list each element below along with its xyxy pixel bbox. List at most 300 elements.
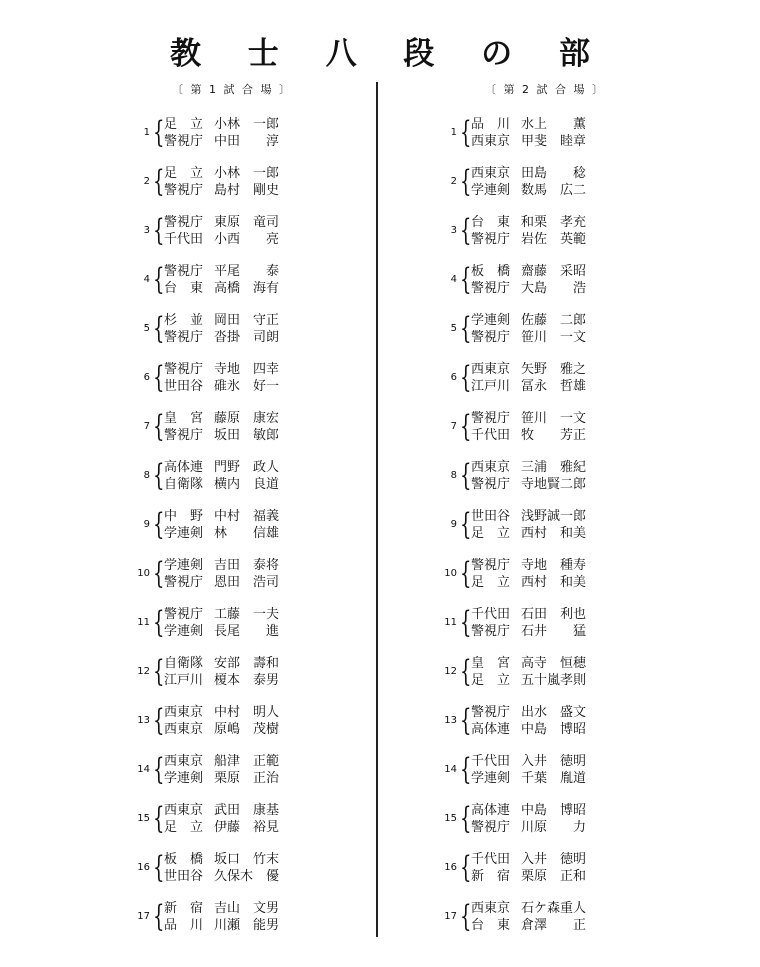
team-name: 警視庁 xyxy=(471,477,511,492)
player-name: 矢野 雅之 xyxy=(521,362,587,377)
match-entry xyxy=(136,851,436,900)
team-name: 新 宿 xyxy=(164,901,204,916)
player-name: 中島 博昭 xyxy=(521,722,587,737)
pairing-brace: { xyxy=(460,850,472,885)
team-name: 高体連 xyxy=(471,722,511,737)
pairing-brace: { xyxy=(460,115,472,150)
team-name: 千代田 xyxy=(471,754,511,769)
team-name: 警視庁 xyxy=(164,330,204,345)
competitor-a xyxy=(471,753,597,770)
match-number: 8 xyxy=(450,470,457,481)
match-entry xyxy=(443,802,743,851)
match-number: 3 xyxy=(143,225,150,236)
player-name: 恩田 浩司 xyxy=(214,575,280,590)
match-number: 6 xyxy=(450,372,457,383)
team-name: 板 橋 xyxy=(471,264,511,279)
match-number: 2 xyxy=(450,176,457,187)
player-name: 門野 政人 xyxy=(214,460,280,475)
match-entry xyxy=(443,557,743,606)
player-name: 沓掛 司朗 xyxy=(214,330,280,345)
team-name: 学連剣 xyxy=(164,526,204,541)
match-entry xyxy=(136,753,436,802)
match-number: 15 xyxy=(444,813,457,824)
competitor-b xyxy=(471,525,597,542)
player-name: 入井 徳明 xyxy=(521,754,587,769)
competitor-a xyxy=(164,165,290,182)
player-name: 坂田 敏郎 xyxy=(214,428,280,443)
competitor-b xyxy=(471,427,597,444)
player-name: 冨永 哲雄 xyxy=(521,379,587,394)
pairing-brace: { xyxy=(460,164,472,199)
match-entry xyxy=(443,508,743,557)
team-name: 警視庁 xyxy=(164,264,204,279)
pairing-brace: { xyxy=(460,507,472,542)
match-entry xyxy=(136,508,436,557)
player-name: 久保木 優 xyxy=(214,869,280,884)
player-name: 平尾 泰 xyxy=(214,264,280,279)
team-name: 自衛隊 xyxy=(164,477,204,492)
competitor-a xyxy=(471,655,597,672)
player-name: 数馬 広二 xyxy=(521,183,587,198)
competitor-a xyxy=(471,214,597,231)
match-entry xyxy=(443,851,743,900)
competitor-b xyxy=(471,672,597,689)
team-name: 警視庁 xyxy=(471,705,511,720)
team-name: 西東京 xyxy=(164,705,204,720)
player-name: 藤原 康宏 xyxy=(214,411,280,426)
pairing-brace: { xyxy=(153,213,165,248)
match-number: 4 xyxy=(450,274,457,285)
competitor-a xyxy=(471,851,597,868)
team-name: 警視庁 xyxy=(164,215,204,230)
pairing-brace: { xyxy=(460,801,472,836)
pairing-brace: { xyxy=(153,360,165,395)
match-entry xyxy=(136,655,436,704)
player-name: 笹川 一文 xyxy=(521,330,587,345)
match-number: 12 xyxy=(137,666,150,677)
match-number: 2 xyxy=(143,176,150,187)
team-name: 学連剣 xyxy=(471,183,511,198)
pairing-brace: { xyxy=(153,458,165,493)
player-name: 齋藤 采昭 xyxy=(521,264,587,279)
competitor-a xyxy=(164,214,290,231)
team-name: 警視庁 xyxy=(164,183,204,198)
team-name: 学連剣 xyxy=(164,771,204,786)
team-name: 皇 宮 xyxy=(471,656,511,671)
pairing-brace: { xyxy=(153,262,165,297)
competitor-a xyxy=(164,704,290,721)
team-name: 学連剣 xyxy=(471,771,511,786)
match-entry xyxy=(443,606,743,655)
competitor-a xyxy=(471,557,597,574)
match-number: 8 xyxy=(143,470,150,481)
competitor-a xyxy=(164,655,290,672)
pairing-brace: { xyxy=(153,507,165,542)
team-name: 皇 宮 xyxy=(164,411,204,426)
competitor-a xyxy=(471,802,597,819)
team-name: 台 東 xyxy=(164,281,204,296)
team-name: 西東京 xyxy=(164,803,204,818)
match-number: 17 xyxy=(137,911,150,922)
competitor-a xyxy=(164,263,290,280)
team-name: 学連剣 xyxy=(164,558,204,573)
player-name: 東原 竜司 xyxy=(214,215,280,230)
match-number: 6 xyxy=(143,372,150,383)
player-name: 小林 一郎 xyxy=(214,166,280,181)
pairing-brace: { xyxy=(460,703,472,738)
player-name: 中田 淳 xyxy=(214,134,280,149)
player-name: 佐藤 二郎 xyxy=(521,313,587,328)
team-name: 学連剣 xyxy=(471,313,511,328)
match-entry xyxy=(136,410,436,459)
team-name: 千代田 xyxy=(471,607,511,622)
player-name: 吉山 文男 xyxy=(214,901,280,916)
team-name: 足 立 xyxy=(471,575,511,590)
team-name: 足 立 xyxy=(471,673,511,688)
match-number: 10 xyxy=(444,568,457,579)
player-name: 西村 和美 xyxy=(521,526,587,541)
venue-2-column xyxy=(443,82,743,949)
player-name: 川原 力 xyxy=(521,820,587,835)
competitor-b xyxy=(471,917,597,934)
competitor-b xyxy=(471,623,597,640)
match-number: 10 xyxy=(137,568,150,579)
player-name: 安部 壽和 xyxy=(214,656,280,671)
player-name: 船津 正範 xyxy=(214,754,280,769)
player-name: 中村 福義 xyxy=(214,509,280,524)
player-name: 吉田 泰将 xyxy=(214,558,280,573)
competitor-b xyxy=(164,231,290,248)
player-name: 和栗 孝充 xyxy=(521,215,587,230)
team-name: 台 東 xyxy=(471,215,511,230)
player-name: 工藤 一夫 xyxy=(214,607,280,622)
match-number: 13 xyxy=(444,715,457,726)
competitor-a xyxy=(164,851,290,868)
competitor-a xyxy=(471,410,597,427)
match-entry xyxy=(136,312,436,361)
team-name: 警視庁 xyxy=(471,820,511,835)
match-number: 15 xyxy=(137,813,150,824)
player-name: 出水 盛文 xyxy=(521,705,587,720)
team-name: 警視庁 xyxy=(471,558,511,573)
player-name: 長尾 進 xyxy=(214,624,280,639)
player-name: 坂口 竹末 xyxy=(214,852,280,867)
team-name: 警視庁 xyxy=(471,411,511,426)
competitor-b xyxy=(471,868,597,885)
match-entry xyxy=(136,165,436,214)
competitor-b xyxy=(471,280,597,297)
team-name: 警視庁 xyxy=(471,281,511,296)
match-entry xyxy=(443,459,743,508)
match-entry xyxy=(443,312,743,361)
pairing-brace: { xyxy=(460,654,472,689)
pairing-brace: { xyxy=(460,605,472,640)
team-name: 板 橋 xyxy=(164,852,204,867)
match-entry xyxy=(443,116,743,165)
player-name: 西村 和美 xyxy=(521,575,587,590)
match-number: 1 xyxy=(450,127,457,138)
venue-2-heading: 〔 第 2 試 合 場 〕 xyxy=(485,83,605,96)
competitor-a xyxy=(164,900,290,917)
competitor-b xyxy=(164,770,290,787)
player-name: 千葉 胤道 xyxy=(521,771,587,786)
competitor-b xyxy=(471,476,597,493)
match-number: 12 xyxy=(444,666,457,677)
player-name: 島村 剛史 xyxy=(214,183,280,198)
team-name: 高体連 xyxy=(471,803,511,818)
team-name: 警視庁 xyxy=(471,624,511,639)
player-name: 栗原 正治 xyxy=(214,771,280,786)
match-number: 13 xyxy=(137,715,150,726)
team-name: 西東京 xyxy=(471,134,511,149)
match-number: 4 xyxy=(143,274,150,285)
match-entry xyxy=(136,802,436,851)
competitor-b xyxy=(471,231,597,248)
pairing-brace: { xyxy=(153,899,165,934)
player-name: 寺地 種寿 xyxy=(521,558,587,573)
competitor-b xyxy=(471,133,597,150)
team-name: 警視庁 xyxy=(164,362,204,377)
match-number: 16 xyxy=(444,862,457,873)
match-number: 5 xyxy=(450,323,457,334)
venue-1-column xyxy=(136,82,436,949)
match-entry xyxy=(443,361,743,410)
match-number: 16 xyxy=(137,862,150,873)
team-name: 千代田 xyxy=(164,232,204,247)
venue-1-heading: 〔 第 1 試 合 場 〕 xyxy=(172,83,292,96)
player-name: 五十嵐孝則 xyxy=(521,673,587,688)
match-number: 1 xyxy=(143,127,150,138)
pairing-brace: { xyxy=(460,311,472,346)
competitor-b xyxy=(164,623,290,640)
team-name: 西東京 xyxy=(164,722,204,737)
competitor-a xyxy=(471,263,597,280)
team-name: 警視庁 xyxy=(164,428,204,443)
team-name: 中 野 xyxy=(164,509,204,524)
competitor-a xyxy=(471,361,597,378)
team-name: 品 川 xyxy=(164,918,204,933)
match-entry xyxy=(136,361,436,410)
player-name: 入井 徳明 xyxy=(521,852,587,867)
match-number: 9 xyxy=(143,519,150,530)
competitor-a xyxy=(471,459,597,476)
pairing-brace: { xyxy=(460,213,472,248)
team-name: 高体連 xyxy=(164,460,204,475)
match-entry xyxy=(136,606,436,655)
competitor-b xyxy=(164,378,290,395)
team-name: 警視庁 xyxy=(164,575,204,590)
team-name: 江戸川 xyxy=(164,673,204,688)
player-name: 中島 博昭 xyxy=(521,803,587,818)
competitor-b xyxy=(164,329,290,346)
match-entry xyxy=(443,165,743,214)
competitor-a xyxy=(164,606,290,623)
competitor-b xyxy=(471,819,597,836)
team-name: 世田谷 xyxy=(164,379,204,394)
match-entry xyxy=(136,900,436,949)
competitor-a xyxy=(164,802,290,819)
match-entry xyxy=(443,214,743,263)
team-name: 西東京 xyxy=(471,901,511,916)
player-name: 中村 明人 xyxy=(214,705,280,720)
player-name: 碓氷 好一 xyxy=(214,379,280,394)
player-name: 田島 稔 xyxy=(521,166,587,181)
competitor-b xyxy=(164,525,290,542)
player-name: 甲斐 睦章 xyxy=(521,134,587,149)
team-name: 杉 並 xyxy=(164,313,204,328)
team-name: 千代田 xyxy=(471,428,511,443)
pairing-brace: { xyxy=(460,458,472,493)
match-entry xyxy=(443,263,743,312)
pairing-brace: { xyxy=(153,654,165,689)
match-number: 14 xyxy=(444,764,457,775)
competitor-b xyxy=(164,917,290,934)
pairing-brace: { xyxy=(153,115,165,150)
match-entry xyxy=(136,459,436,508)
pairing-brace: { xyxy=(153,801,165,836)
venue-2-matches xyxy=(443,116,743,949)
team-name: 西東京 xyxy=(471,166,511,181)
match-number: 3 xyxy=(450,225,457,236)
pairing-brace: { xyxy=(153,703,165,738)
match-entry xyxy=(136,116,436,165)
competitor-b xyxy=(164,280,290,297)
player-name: 水上 薫 xyxy=(521,117,587,132)
team-name: 警視庁 xyxy=(164,134,204,149)
team-name: 江戸川 xyxy=(471,379,511,394)
pairing-brace: { xyxy=(153,556,165,591)
competitor-a xyxy=(471,165,597,182)
match-entry xyxy=(136,263,436,312)
team-name: 警視庁 xyxy=(471,330,511,345)
pairing-brace: { xyxy=(153,164,165,199)
player-name: 岩佐 英範 xyxy=(521,232,587,247)
competitor-a xyxy=(471,900,597,917)
pairing-brace: { xyxy=(153,850,165,885)
player-name: 伊藤 裕見 xyxy=(214,820,280,835)
team-name: 新 宿 xyxy=(471,869,511,884)
competitor-b xyxy=(471,182,597,199)
player-name: 笹川 一文 xyxy=(521,411,587,426)
team-name: 世田谷 xyxy=(164,869,204,884)
match-entry xyxy=(443,900,743,949)
pairing-brace: { xyxy=(460,899,472,934)
competitor-a xyxy=(164,361,290,378)
player-name: 岡田 守正 xyxy=(214,313,280,328)
team-name: 足 立 xyxy=(164,820,204,835)
team-name: 品 川 xyxy=(471,117,511,132)
player-name: 寺地賢二郎 xyxy=(521,477,587,492)
match-entry xyxy=(136,214,436,263)
team-name: 世田谷 xyxy=(471,509,511,524)
team-name: 足 立 xyxy=(471,526,511,541)
competitor-a xyxy=(164,459,290,476)
team-name: 台 東 xyxy=(471,918,511,933)
pairing-brace: { xyxy=(153,605,165,640)
player-name: 石ケ森重人 xyxy=(521,901,587,916)
pairing-brace: { xyxy=(460,556,472,591)
player-name: 栗原 正和 xyxy=(521,869,587,884)
match-number: 9 xyxy=(450,519,457,530)
competitor-a xyxy=(164,557,290,574)
player-name: 小林 一郎 xyxy=(214,117,280,132)
competitor-a xyxy=(471,508,597,525)
competitor-b xyxy=(164,427,290,444)
pairing-brace: { xyxy=(460,409,472,444)
pairing-brace: { xyxy=(460,262,472,297)
venue-1-matches xyxy=(136,116,436,949)
player-name: 榎本 泰男 xyxy=(214,673,280,688)
competitor-b xyxy=(164,133,290,150)
competitor-b xyxy=(164,672,290,689)
player-name: 倉澤 正 xyxy=(521,918,587,933)
page-title: 教 士 八 段 の 部 xyxy=(170,36,608,72)
match-number: 17 xyxy=(444,911,457,922)
competitor-a xyxy=(164,508,290,525)
player-name: 三浦 雅紀 xyxy=(521,460,587,475)
match-entry xyxy=(443,753,743,802)
team-name: 警視庁 xyxy=(471,232,511,247)
competitor-b xyxy=(164,574,290,591)
competitor-b xyxy=(471,574,597,591)
competitor-b xyxy=(471,770,597,787)
match-number: 5 xyxy=(143,323,150,334)
competitor-b xyxy=(471,378,597,395)
team-name: 学連剣 xyxy=(164,624,204,639)
competitor-a xyxy=(164,312,290,329)
match-entry xyxy=(443,704,743,753)
competitor-a xyxy=(471,312,597,329)
player-name: 寺地 四幸 xyxy=(214,362,280,377)
match-number: 11 xyxy=(137,617,150,628)
competitor-a xyxy=(471,116,597,133)
team-name: 自衛隊 xyxy=(164,656,204,671)
team-name: 足 立 xyxy=(164,117,204,132)
match-number: 7 xyxy=(143,421,150,432)
competitor-a xyxy=(164,753,290,770)
player-name: 浅野誠一郎 xyxy=(521,509,587,524)
team-name: 西東京 xyxy=(164,754,204,769)
competitor-a xyxy=(164,116,290,133)
competitor-b xyxy=(164,721,290,738)
competitor-b xyxy=(471,721,597,738)
competitor-b xyxy=(164,476,290,493)
match-entry xyxy=(443,410,743,459)
player-name: 高寺 恒穂 xyxy=(521,656,587,671)
player-name: 石田 利也 xyxy=(521,607,587,622)
pairing-brace: { xyxy=(153,409,165,444)
competitor-b xyxy=(471,329,597,346)
team-name: 警視庁 xyxy=(164,607,204,622)
player-name: 原嶋 茂樹 xyxy=(214,722,280,737)
competitor-a xyxy=(471,606,597,623)
match-entry xyxy=(443,655,743,704)
player-name: 牧 芳正 xyxy=(521,428,587,443)
pairing-brace: { xyxy=(153,311,165,346)
competitor-b xyxy=(164,868,290,885)
player-name: 川瀬 能男 xyxy=(214,918,280,933)
player-name: 武田 康基 xyxy=(214,803,280,818)
player-name: 大島 浩 xyxy=(521,281,587,296)
pairing-brace: { xyxy=(460,360,472,395)
team-name: 千代田 xyxy=(471,852,511,867)
team-name: 西東京 xyxy=(471,362,511,377)
competitor-b xyxy=(164,182,290,199)
match-entry xyxy=(136,704,436,753)
match-entry xyxy=(136,557,436,606)
team-name: 足 立 xyxy=(164,166,204,181)
team-name: 西東京 xyxy=(471,460,511,475)
